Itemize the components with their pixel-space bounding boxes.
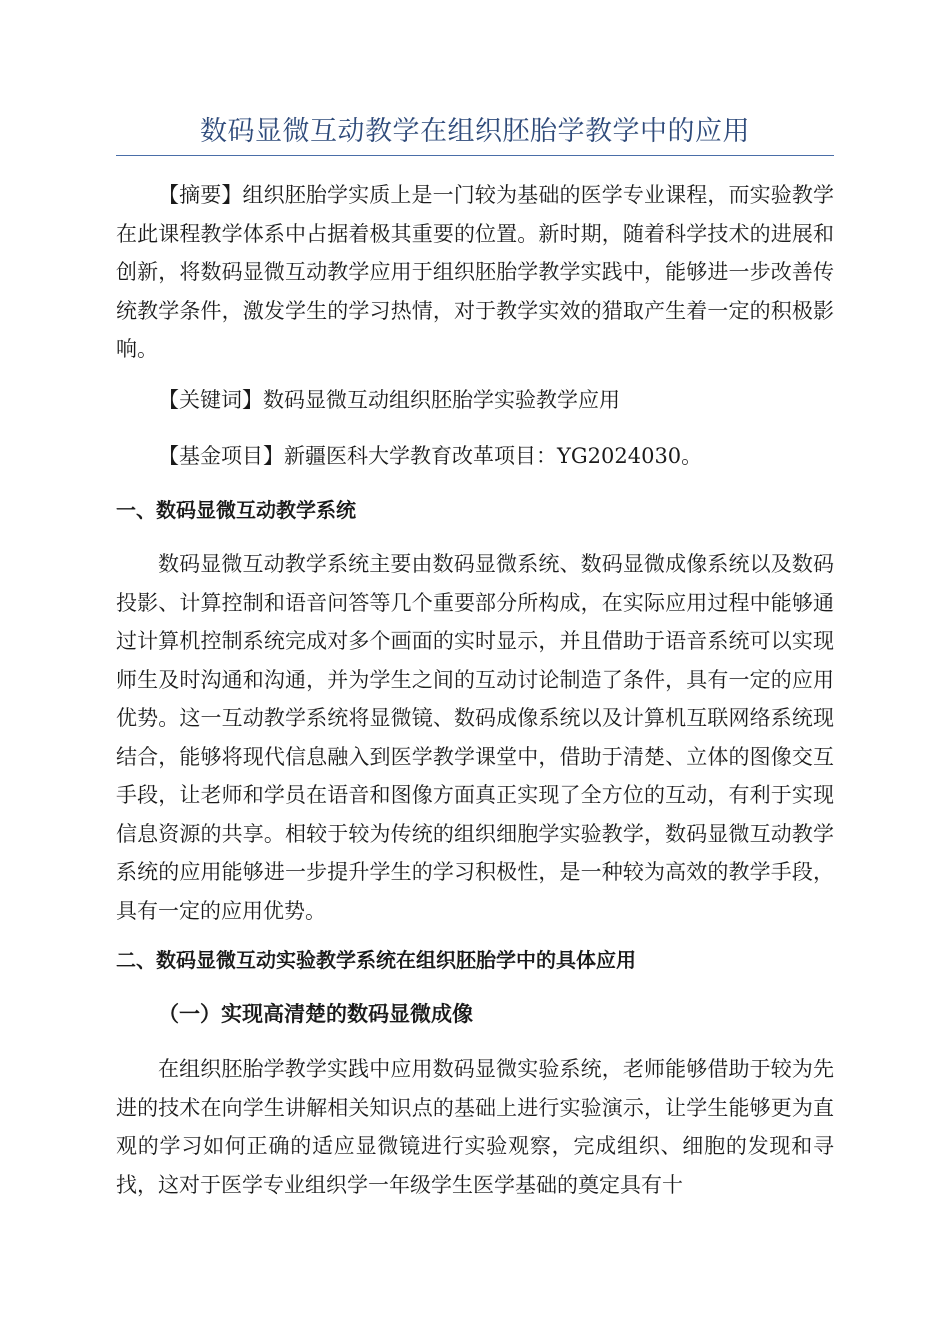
- section-1-body: 数码显微互动教学系统主要由数码显微系统、数码显微成像系统以及数码投影、计算控制和语音问答等几个重要部分所构成，在实际应用过程中能够通过计算机控制系统完成对多个画面的实时显示，并且借助于语音系统可以实现师生及时沟通和沟通，并为学生之间的互动讨论制造了条件，具有一定的应用优势。这一互动教学系统将显微镜、数码成像系统以及计算机互联网络系统现结合，能够将现代信息融入到医学教学课堂中，借助于清楚、立体的图像交互手段，让老师和学员在语音和图像方面真正实现了全方位的互动，有利于实现信息资源的共享。相较于较为传统的组织细胞学实验教学，数码显微互动教学系统的应用能够进一步提升学生的学习积极性，是一种较为高效的教学手段，具有一定的应用优势。: [116, 552, 834, 923]
- section-2-body: 在组织胚胎学教学实践中应用数码显微实验系统，老师能够借助于较为先进的技术在向学生讲解相关知识点的基础上进行实验演示，让学生能够更为直观的学习如何正确的适应显微镜进行实验观察，完成组织、细胞的发现和寻找，这对于医学专业组织学一年级学生医学基础的奠定具有十: [116, 1057, 834, 1197]
- section-1-heading: 一、数码显微互动教学系统: [116, 498, 356, 522]
- fund-paragraph: 【基金项目】新疆医科大学教育改革项目：YG2024030。: [158, 444, 703, 468]
- document-title: 数码显微互动教学在组织胚胎学教学中的应用: [200, 116, 750, 147]
- abstract-paragraph: 【摘要】组织胚胎学实质上是一门较为基础的医学专业课程，而实验教学在此课程教学体系中占据着极其重要的位置。新时期，随着科学技术的进展和创新，将数码显微互动教学应用于组织胚胎学教学实践中，能够进一步改善传统教学条件，激发学生的学习热情，对于教学实效的猎取产生着一定的积极影响。: [116, 183, 834, 361]
- title-underline: [116, 155, 834, 156]
- section-2-heading: 二、数码显微互动实验教学系统在组织胚胎学中的具体应用: [116, 948, 636, 972]
- keywords-paragraph: 【关键词】数码显微互动组织胚胎学实验教学应用: [158, 388, 620, 412]
- section-2-subheading: （一）实现高清楚的数码显微成像: [158, 1001, 473, 1026]
